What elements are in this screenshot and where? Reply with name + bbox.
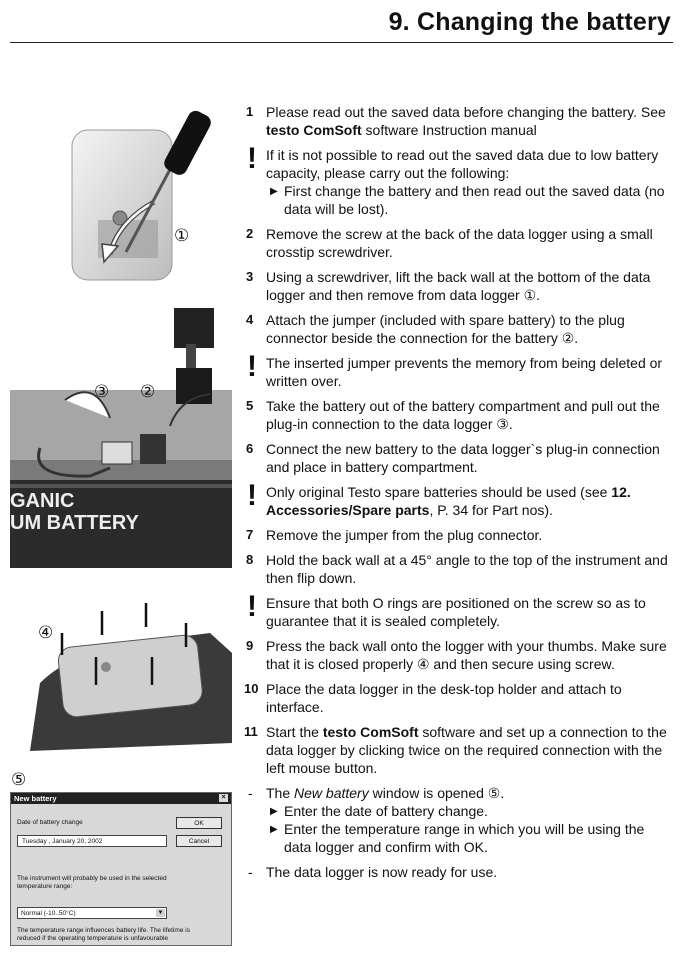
chevron-down-icon[interactable]: ▼: [157, 910, 164, 916]
brand-name: testo ComSoft: [322, 724, 419, 740]
new-battery-dialog: [10, 792, 232, 946]
sub-text: Enter the temperature range in which you will be using the data logger and confirm with OK.: [284, 821, 645, 855]
step-11: [246, 723, 674, 777]
note-text: Only original Testo spare batteries should be used (see: [266, 484, 612, 500]
note-text: , P. 34 for Part nos).: [429, 502, 553, 518]
result-text: window is opened ⑤.: [368, 785, 505, 801]
sub-item: [266, 820, 674, 856]
step-8: [246, 551, 674, 587]
figure-marker-1: ①: [174, 226, 190, 246]
bullet-icon: ▶: [270, 186, 278, 197]
step-text: Remove the jumper from the plug connector.: [266, 527, 543, 543]
step-6: [246, 440, 674, 476]
sub-text: Enter the date of battery change.: [284, 803, 488, 819]
step-9: [246, 637, 674, 673]
date-picker[interactable]: Tuesday , January 20, 2002: [17, 835, 167, 847]
figure-battery-compartment: [10, 308, 232, 568]
figure-marker-5: ⑤: [11, 772, 27, 790]
step-text: Using a screwdriver, lift the back wall at the bottom of the data logger and then remove from data logger ①.: [266, 269, 651, 303]
sub-item: [266, 182, 674, 218]
note-text: The inserted jumper prevents the memory from being deleted or written over.: [266, 355, 663, 389]
battery-label-line2: UM BATTERY: [10, 512, 139, 534]
step-text: Please read out the saved data before changing the battery. See: [266, 104, 666, 120]
note-4: [246, 590, 674, 630]
step-number: 1: [246, 104, 254, 119]
step-5: [246, 397, 674, 433]
temperature-range-select[interactable]: [17, 907, 167, 919]
warning-icon: !: [247, 479, 257, 512]
range-label-1: The instrument will probably be used in the selected: [17, 875, 167, 882]
step-number: 5: [246, 398, 254, 413]
step-3: [246, 268, 674, 304]
step-number: 11: [244, 724, 258, 739]
step-2: [246, 225, 674, 261]
brand-name: testo ComSoft: [266, 122, 362, 138]
dash-marker: -: [248, 864, 253, 880]
instructions: [246, 103, 674, 888]
warning-icon: !: [247, 350, 257, 383]
window-name: New battery: [294, 785, 369, 801]
step-1: [246, 103, 674, 139]
step-number: 9: [246, 638, 254, 653]
page-title: 9. Changing the battery: [388, 8, 671, 36]
sub-text: First change the battery and then read out the saved data (no data will be lost).: [284, 183, 665, 217]
figure-press-back-wall: [10, 593, 232, 751]
step-text: Press the back wall onto the logger with your thumbs. Make sure that it is closed properly ④ and then secure using screw.: [266, 638, 667, 672]
warning-icon: !: [247, 142, 257, 175]
close-icon[interactable]: ×: [219, 794, 228, 802]
figure-marker-3: ③: [94, 382, 110, 402]
header-rule: [10, 42, 673, 43]
step-text: software and set up a connection to the data logger by clicking twice on the required connection with the left mouse button.: [266, 724, 667, 776]
figure-marker-4: ④: [38, 623, 54, 643]
step-text: Take the battery out of the battery compartment and pull out the plug-in connection to the data logger ③.: [266, 398, 660, 432]
page-header: [0, 0, 683, 46]
step-number: 8: [246, 552, 254, 567]
cancel-button[interactable]: Cancel: [176, 835, 222, 847]
step-number: 2: [246, 226, 254, 241]
bullet-icon: ▶: [270, 824, 278, 835]
note-1: [246, 142, 674, 218]
warning-icon: !: [247, 590, 257, 623]
step-number: 4: [246, 312, 254, 327]
step-number: 7: [246, 527, 254, 542]
press-back-wall-photo: [10, 593, 232, 751]
dash-marker: -: [248, 785, 253, 801]
bullet-icon: ▶: [270, 806, 278, 817]
figure-logger-screwdriver: [58, 102, 218, 292]
figure-new-battery-dialog: [10, 772, 232, 946]
step-10: [246, 680, 674, 716]
section-reference: 12. Accessories/Spare parts: [266, 484, 631, 518]
step-4: [246, 311, 674, 347]
step-text: Hold the back wall at a 45° angle to the top of the instrument and then flip down.: [266, 552, 668, 586]
date-label: Date of battery change: [17, 819, 83, 826]
note-2: [246, 350, 674, 390]
result-text: The: [266, 785, 295, 801]
temperature-range-value: Normal (-10..50°C): [21, 910, 76, 917]
sub-item: [266, 802, 674, 820]
note-text: If it is not possible to read out the saved data due to low battery capacity, please carry out the following:: [266, 147, 659, 181]
dialog-title: New battery: [14, 794, 57, 803]
info-line-2: reduced if the operating temperature is unfavourable: [17, 935, 169, 942]
step-text: Attach the jumper (included with spare battery) to the plug connector beside the connection for the battery ②.: [266, 312, 625, 346]
note-3: [246, 479, 674, 519]
step-text: Remove the screw at the back of the data logger using a small crosstip screwdriver.: [266, 226, 653, 260]
battery-label-line1: GANIC: [10, 490, 75, 512]
step-number: 3: [246, 269, 254, 284]
step-7: [246, 526, 674, 544]
step-number: 10: [244, 681, 259, 696]
note-text: Ensure that both O rings are positioned on the screw so as to guarantee that it is sealed completely.: [266, 595, 646, 629]
step-text: Start the: [266, 724, 323, 740]
figure-marker-2: ②: [140, 382, 156, 402]
info-line-1: The temperature range influences battery life. The lifetime is: [17, 927, 190, 934]
result-1: [246, 784, 674, 856]
result-2: [246, 863, 674, 881]
range-label-2: temperature range:: [17, 883, 73, 890]
result-text: The data logger is now ready for use.: [266, 864, 498, 880]
logger-screwdriver-illustration: [58, 102, 218, 292]
step-text: software Instruction manual: [361, 122, 537, 138]
step-text: Place the data logger in the desk-top holder and attach to interface.: [266, 681, 622, 715]
step-number: 6: [246, 441, 254, 456]
step-text: Connect the new battery to the data logger`s plug-in connection and place in battery compartment.: [266, 441, 660, 475]
dialog-titlebar: [11, 793, 231, 804]
ok-button[interactable]: OK: [176, 817, 222, 829]
